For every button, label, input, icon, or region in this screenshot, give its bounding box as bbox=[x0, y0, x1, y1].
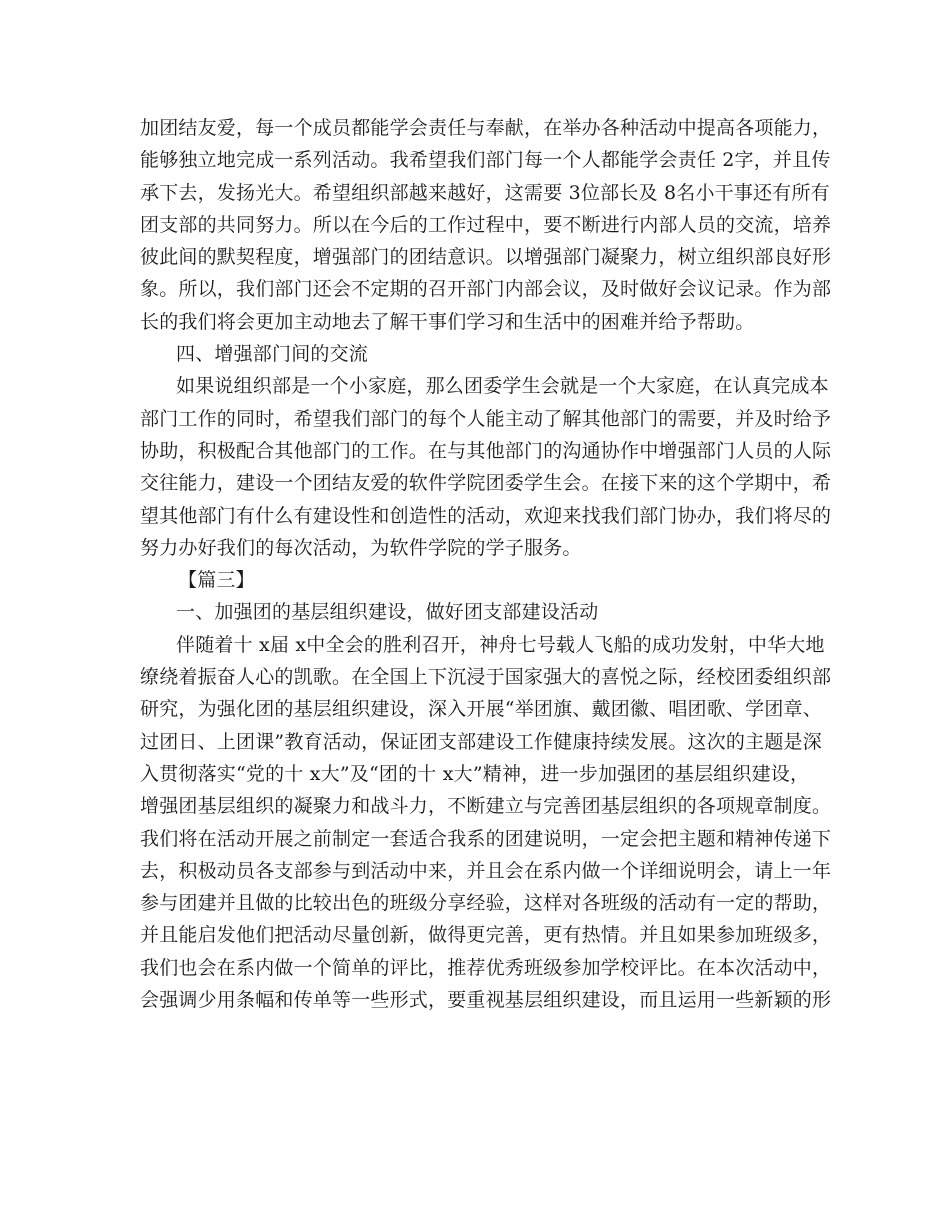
paragraph-line: 长的我们将会更加主动地去了解干事们学习和生活中的困难并给予帮助。 bbox=[140, 310, 755, 333]
paragraph-line: 去，积极动员各支部参与到活动中来，并且会在系内做一个详细说明会，请上一年 bbox=[140, 859, 832, 882]
section-heading-1: 一、加强团的基层组织建设，做好团支部建设活动 bbox=[176, 601, 599, 624]
paragraph-line: 努力办好我们的每次活动，为软件学院的学子服务。 bbox=[140, 536, 582, 559]
paragraph-line: 协助，积极配合其他部门的工作。在与其他部门的沟通协作中增强部门人员的人际 bbox=[140, 439, 832, 462]
paragraph-line: 承下去，发扬光大。希望组织部越来越好，这需要 3位部长及 8名小干事还有所有 bbox=[140, 181, 830, 204]
paragraph-line: 缭绕着振奋人心的凯歌。在全国上下沉浸于国家强大的喜悦之际，经校团委组织部 bbox=[140, 666, 832, 689]
paragraph-line: 彼此间的默契程度，增强部门的团结意识。以增强部门凝聚力，树立组织部良好形 bbox=[140, 246, 832, 269]
paragraph-line: 增强团基层组织的凝聚力和战斗力，不断建立与完善团基层组织的各项规章制度。 bbox=[140, 795, 832, 818]
paragraph-line: 研究，为强化团的基层组织建设，深入开展“举团旗、戴团徽、唱团歌、学团章、 bbox=[140, 698, 822, 721]
paragraph-line: 入贯彻落实“党的十 x大”及“团的十 x大”精神，进一步加强团的基层组织建设， bbox=[140, 762, 810, 785]
paragraph-line: 交往能力，建设一个团结友爱的软件学院团委学生会。在接下来的这个学期中，希 bbox=[140, 472, 832, 495]
paragraph-line: 过团日、上团课”教育活动，保证团支部建设工作健康持续发展。这次的主题是深 bbox=[140, 730, 822, 753]
document-body bbox=[140, 112, 832, 1016]
paragraph-line: 我们也会在系内做一个简单的评比，推荐优秀班级参加学校评比。在本次活动中， bbox=[140, 956, 832, 979]
paragraph-line: 并且能启发他们把活动尽量创新，做得更完善，更有热情。并且如果参加班级多， bbox=[140, 924, 832, 947]
paragraph-line: 象。所以，我们部门还会不定期的召开部门内部会议，及时做好会议记录。作为部 bbox=[140, 278, 832, 301]
paragraph-line: 伴随着十 x届 x中全会的胜利召开，神舟七号载人飞船的成功发射，中华大地 bbox=[176, 633, 825, 656]
paragraph-line: 我们将在活动开展之前制定一套适合我系的团建说明，一定会把主题和精神传递下 bbox=[140, 827, 832, 850]
paragraph-line: 会强调少用条幅和传单等一些形式，要重视基层组织建设，而且运用一些新颖的形 bbox=[140, 989, 832, 1012]
paragraph-line: 加团结友爱，每一个成员都能学会责任与奉献，在举办各种活动中提高各项能力， bbox=[140, 117, 832, 139]
part-title: 【篇三】 bbox=[178, 569, 255, 592]
paragraph-line: 部门工作的同时，希望我们部门的每个人能主动了解其他部门的需要，并及时给予 bbox=[140, 407, 832, 430]
section-heading-4: 四、增强部门间的交流 bbox=[176, 343, 369, 366]
paragraph-line: 能够独立地完成一系列活动。我希望我们部门每一个人都能学会责任 2字，并且传 bbox=[140, 149, 831, 172]
paragraph-line: 参与团建并且做的比较出色的班级分享经验，这样对各班级的活动有一定的帮助， bbox=[140, 892, 832, 915]
paragraph-line: 如果说组织部是一个小家庭，那么团委学生会就是一个大家庭，在认真完成本 bbox=[176, 375, 829, 398]
paragraph-line: 望其他部门有什么有建设性和创造性的活动，欢迎来找我们部门协办，我们将尽的 bbox=[140, 504, 832, 527]
paragraph-line: 团支部的共同努力。所以在今后的工作过程中，要不断进行内部人员的交流，培养 bbox=[140, 213, 832, 236]
